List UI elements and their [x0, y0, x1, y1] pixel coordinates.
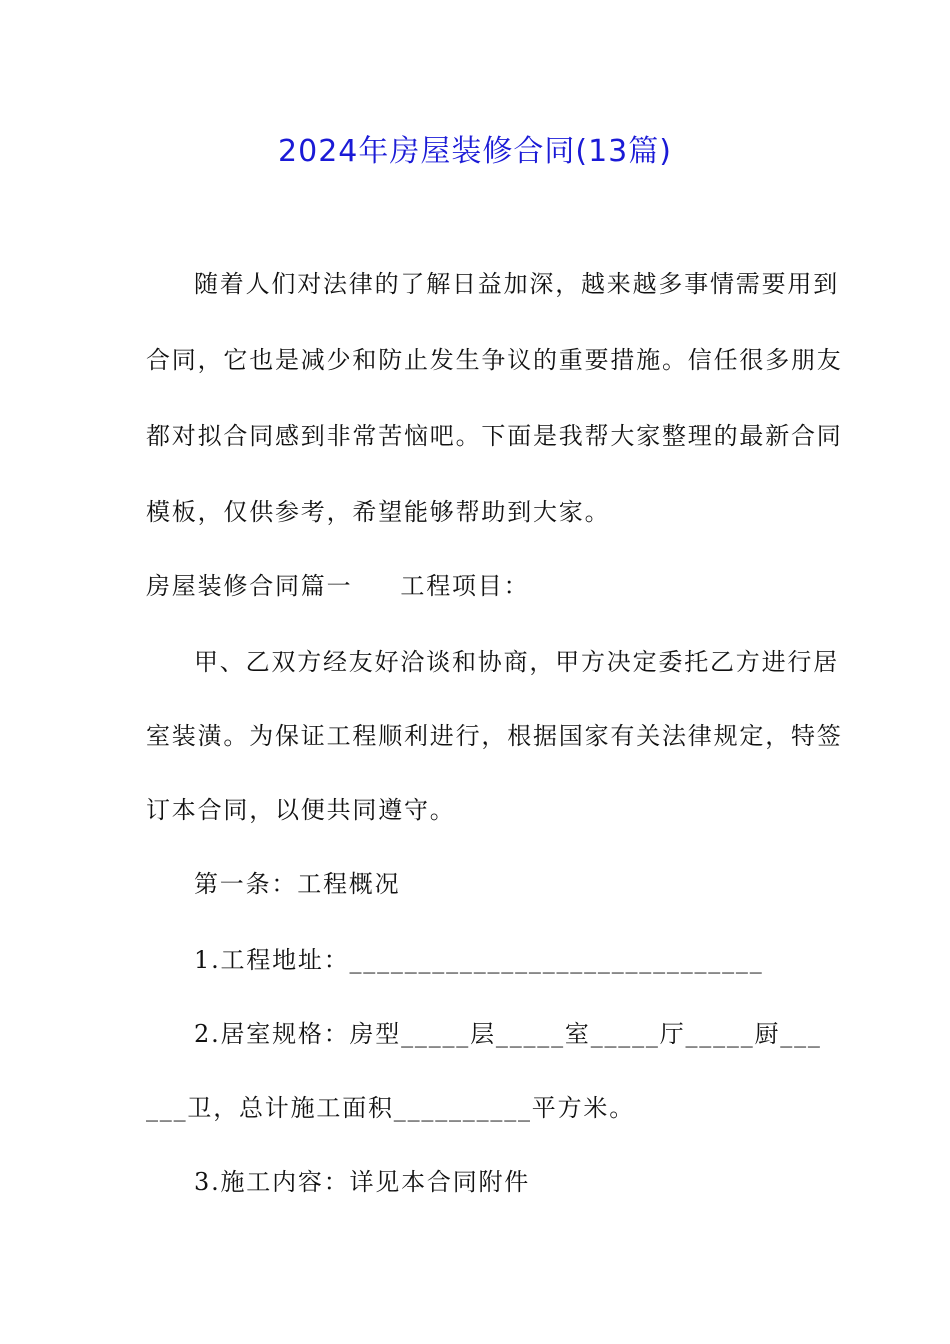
intro-line-4: 模板，仅供参考，希望能够帮助到大家。 [146, 498, 611, 526]
intro-line-1: 随着人们对法律的了解日益加深，越来越多事情需要用到 [194, 270, 839, 298]
para1-line-2: 室装潢。为保证工程顺利进行，根据国家有关法律规定，特签 [146, 722, 843, 750]
para1-line-1: 甲、乙双方经友好洽谈和协商，甲方决定委托乙方进行居 [194, 648, 839, 676]
document-title: 2024年房屋装修合同(13篇) [278, 134, 672, 169]
section-subheading: 工程项目： [400, 572, 530, 600]
para1-line-3: 订本合同，以便共同遵守。 [146, 796, 456, 824]
item-1-address: 1.工程地址：______________________________ [194, 946, 764, 974]
section-heading: 房屋装修合同篇一 [146, 572, 353, 600]
intro-line-2: 合同，它也是减少和防止发生争议的重要措施。信任很多朋友 [146, 346, 843, 374]
item-3-content: 3.施工内容：详见本合同附件 [194, 1168, 531, 1196]
item-2-spec-line-1: 2.居室规格：房型_____层_____室_____厅_____厨___ [194, 1020, 822, 1048]
section-heading-row [146, 570, 806, 602]
article-1-heading: 第一条：工程概况 [194, 870, 401, 898]
intro-line-3: 都对拟合同感到非常苦恼吧。下面是我帮大家整理的最新合同 [146, 422, 843, 450]
item-2-spec-line-2: ___卫，总计施工面积__________平方米。 [146, 1094, 635, 1122]
